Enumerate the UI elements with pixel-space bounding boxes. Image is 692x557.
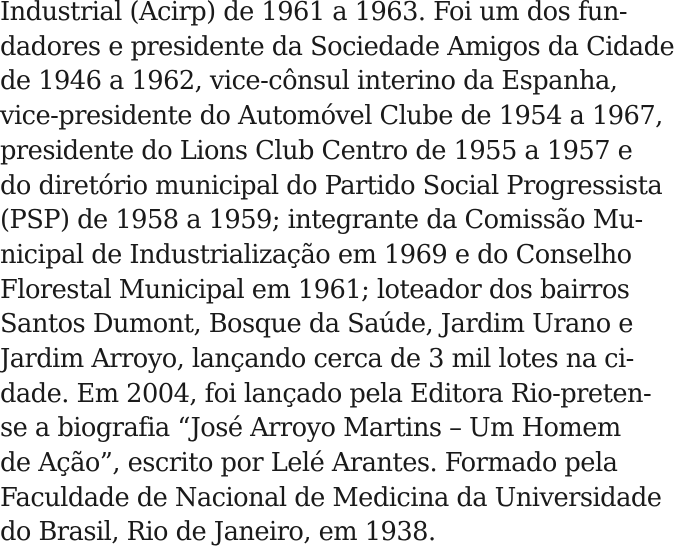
text-line: Jardim Arroyo, lançando cerca de 3 mil lotes na ci- [0,344,634,374]
text-line: Santos Dumont, Bosque da Saúde, Jardim Urano e [0,309,633,339]
text-line: de 1946 a 1962, vice-cônsul interino da Espanha, [0,66,618,96]
text-line: Industrial (Acirp) de 1961 a 1963. Foi um dos fun- [0,0,627,27]
text-line: de Ação”, escrito por Lelé Arantes. Formado pela [0,448,618,478]
text-line: vice-presidente do Automóvel Clube de 1954 a 1967, [0,101,663,131]
text-line: presidente do Lions Club Centro de 1955 a 1957 e [0,136,633,166]
text-line: do Brasil, Rio de Janeiro, em 1938. [0,517,436,547]
text-line: do diretório municipal do Partido Social Progressista [0,171,663,201]
text-line: nicipal de Industrialização em 1969 e do Conselho [0,240,632,270]
text-line: dadores e presidente da Sociedade Amigos da Cidade [0,32,675,62]
text-line: se a biografia “José Arroyo Martins – Um Homem [0,413,621,443]
text-line: dade. Em 2004, foi lançado pela Editora Rio-preten- [0,379,652,409]
text-line: Faculdade de Nacional de Medicina da Universidade [0,483,662,513]
text-line: Florestal Municipal em 1961; loteador dos bairros [0,275,630,305]
text-line: (PSP) de 1958 a 1959; integrante da Comissão Mu- [0,205,643,235]
